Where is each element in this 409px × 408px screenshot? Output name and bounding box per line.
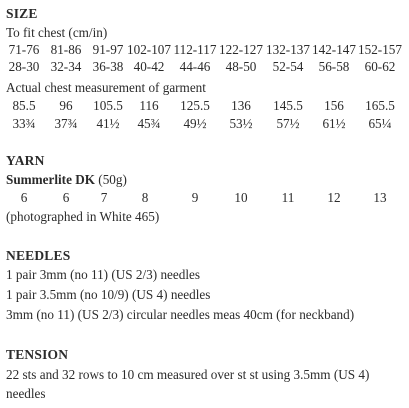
actual-cm-cell: 165.5 (365, 98, 395, 113)
actual-in-cell: 65¼ (368, 116, 392, 131)
yarn-balls-cell: 11 (281, 190, 295, 205)
chest-cm-cell: 112-117 (173, 42, 217, 57)
chest-in-cell: 28-30 (8, 59, 40, 74)
actual-cm-row (0, 98, 409, 114)
chest-cm-row (0, 42, 409, 58)
chest-in-cell: 52-54 (272, 59, 304, 74)
yarn-balls-cell: 10 (234, 190, 248, 205)
yarn-note: (photographed in White 465) (6, 209, 160, 224)
needles-heading: NEEDLES (6, 248, 71, 263)
chest-cm-cell: 142-147 (312, 42, 356, 57)
chest-in-cell: 48-50 (225, 59, 257, 74)
chest-in-cell: 40-42 (133, 59, 165, 74)
actual-cm-cell: 105.5 (93, 98, 123, 113)
chest-in-cell: 32-34 (50, 59, 82, 74)
actual-cm-cell: 156 (324, 98, 344, 113)
chest-in-cell: 56-58 (318, 59, 350, 74)
yarn-weight: (50g) (95, 172, 127, 187)
chest-in-cell: 36-38 (92, 59, 124, 74)
actual-cm-cell: 96 (59, 98, 73, 113)
actual-in-cell: 45¾ (137, 116, 161, 131)
yarn-balls-cell: 6 (20, 190, 28, 205)
actual-cm-cell: 145.5 (273, 98, 303, 113)
chest-label: To fit chest (cm/in) (6, 25, 108, 40)
chest-in-row (0, 59, 409, 75)
yarn-name-line (6, 172, 127, 188)
actual-in-cell: 57½ (276, 116, 300, 131)
actual-in-cell: 53½ (229, 116, 253, 131)
actual-in-cell: 61½ (322, 116, 346, 131)
chest-cm-cell: 122-127 (219, 42, 263, 57)
tension-text-line1: 22 sts and 32 rows to 10 cm measured over st st using 3.5mm (US 4) (6, 367, 370, 382)
actual-cm-cell: 125.5 (180, 98, 210, 113)
yarn-balls-cell: 13 (373, 190, 387, 205)
actual-cm-cell: 116 (139, 98, 159, 113)
yarn-balls-cell: 6 (62, 190, 70, 205)
chest-cm-cell: 91-97 (92, 42, 124, 57)
actual-in-cell: 37¾ (54, 116, 78, 131)
actual-in-cell: 41½ (96, 116, 120, 131)
chest-cm-cell: 102-107 (127, 42, 171, 57)
needles-item: 1 pair 3.5mm (no 10/9) (US 4) needles (6, 287, 211, 302)
size-heading: SIZE (6, 6, 38, 21)
chest-cm-cell: 81-86 (50, 42, 82, 57)
chest-in-cell: 60-62 (364, 59, 396, 74)
chest-cm-cell: 152-157 (358, 42, 402, 57)
needles-item: 3mm (no 11) (US 2/3) circular needles meas 40cm (for neckband) (6, 307, 355, 322)
chest-cm-cell: 132-137 (266, 42, 310, 57)
yarn-name: Summerlite DK (6, 172, 95, 187)
actual-cm-cell: 136 (231, 98, 251, 113)
yarn-balls-cell: 7 (100, 190, 108, 205)
actual-in-cell: 49½ (183, 116, 207, 131)
tension-text-line2: needles (6, 386, 46, 401)
yarn-balls-cell: 8 (141, 190, 149, 205)
tension-heading: TENSION (6, 347, 69, 362)
actual-cm-cell: 85.5 (12, 98, 36, 113)
yarn-balls-row (0, 190, 409, 206)
yarn-heading: YARN (6, 153, 45, 168)
actual-chest-label: Actual chest measurement of garment (6, 80, 206, 95)
chest-cm-cell: 71-76 (8, 42, 40, 57)
yarn-balls-cell: 9 (191, 190, 199, 205)
actual-in-cell: 33¾ (12, 116, 36, 131)
yarn-balls-cell: 12 (327, 190, 341, 205)
actual-in-row (0, 116, 409, 132)
chest-in-cell: 44-46 (179, 59, 211, 74)
needles-item: 1 pair 3mm (no 11) (US 2/3) needles (6, 267, 200, 282)
